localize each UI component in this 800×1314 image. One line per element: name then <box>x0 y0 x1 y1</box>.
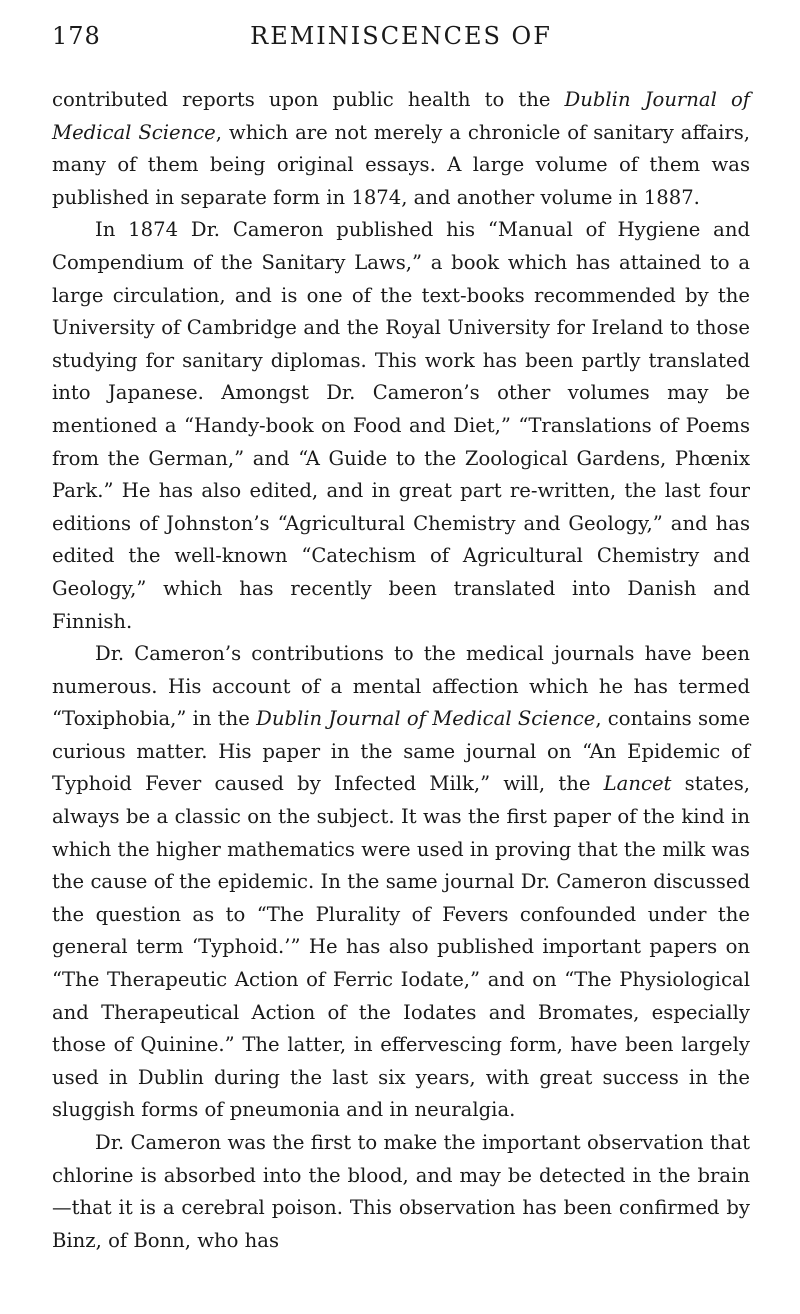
body-text <box>52 84 750 1257</box>
running-title: REMINISCENCES OF <box>250 22 552 50</box>
text-segment: Dr. Cameron’s contributions to the medical journals have been numerous. His account of a mental affection which he has termed “Toxiphobia,” in the <box>52 642 750 731</box>
paragraph-3 <box>52 638 750 1127</box>
paragraph-1 <box>52 84 750 214</box>
paragraph-2 <box>52 214 750 638</box>
text-segment: , contains some curious matter. His paper in the same journal on “An Epidemic of Typhoid Fever caused by Infected Milk,” will, the <box>52 707 750 796</box>
journal-title-italic: Dublin Journal of Medical Science <box>52 88 751 144</box>
journal-title-italic: Lancet <box>603 772 672 796</box>
text-segment: , which are not merely a chronicle of sanitary affairs, many of them being original essays. A large volume of them was published in separate form in 1874, and another volume in 1887. <box>52 120 750 209</box>
page-number: 178 <box>52 22 101 50</box>
text-segment: Dr. Cameron was the first to make the important observation that chlorine is absorbed into the blood, and may be detected in the brain—that it is a cerebral poison. This observation has been confirmed by Binz, of Bonn, who has <box>52 1131 750 1252</box>
text-segment: contributed reports upon public health to the <box>52 88 565 111</box>
journal-title-italic: Dublin Journal of Medical Science <box>256 707 596 731</box>
paragraph-4 <box>52 1127 750 1257</box>
text-segment: In 1874 Dr. Cameron published his “Manual of Hygiene and Compendium of the Sanitary Laws,” a book which has attained to a large circulation, and is one of the text-books recommended by the University of Cambridge and the Royal University for Ireland to those studying for sanitary diplomas. This work has been partly translated into Japanese. Amongst Dr. Cameron’s other volumes may be mentioned a “Handy-book on Food and Diet,” “Translations of Poems from the German,” and “A Guide to the Zoological Gardens, Phœnix Park.” He has also edited, and in great part re-written, the last four editions of Johnston’s “Agricultural Chemistry and Geology,” and has edited the well-known “Catechism of Agricultural Chemistry and Geology,” which has recently been translated into Danish and Finnish. <box>52 218 750 633</box>
running-head <box>52 20 750 60</box>
text-segment: states, always be a classic on the subject. It was the first paper of the kind in which the higher mathematics were used in proving that the milk was the cause of the epidemic. In the same journal Dr. Cameron discussed the question as to “The Plurality of Fevers confounded under the general term ‘Typhoid.’” He has also published important papers on “The Therapeutic Action of Ferric Iodate,” and on “The Physiological and Therapeutical Action of the Iodates and Bromates, especially those of Quinine.” The latter, in effervescing form, have been largely used in Dublin during the last six years, with great success in the sluggish forms of pneumonia and in neuralgia. <box>52 772 750 1122</box>
